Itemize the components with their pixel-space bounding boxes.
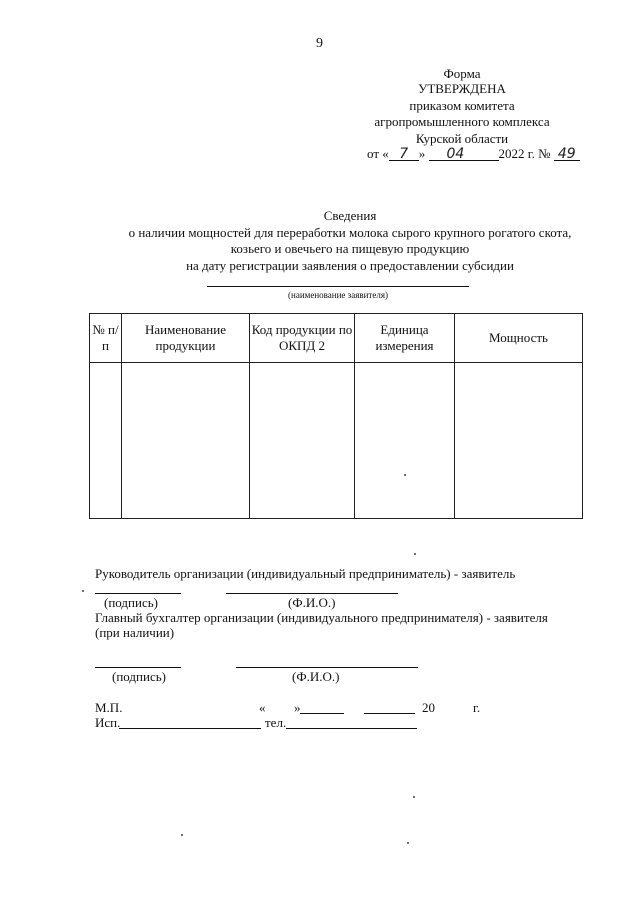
phone-label: тел. xyxy=(265,715,287,730)
accountant-fio-caption: (Ф.И.О.) xyxy=(292,669,340,684)
date-open-quote: « xyxy=(259,700,266,715)
table-cell[interactable] xyxy=(122,363,250,519)
table-row xyxy=(90,363,583,519)
doc-number-field xyxy=(554,146,580,161)
approval-line-1: приказом комитета xyxy=(409,98,515,113)
column-header-unit: Единица измерения xyxy=(355,314,455,363)
year-prefix: 20 xyxy=(422,700,435,715)
scan-speck xyxy=(181,834,183,836)
approval-line-2: агропромышленного комплекса xyxy=(374,114,550,129)
column-header-okpd-code: Код продукции по ОКПД 2 xyxy=(250,314,355,363)
head-signature-label: Руководитель организации (индивидуальный предприниматель) - заявитель xyxy=(95,566,516,581)
approval-line-3: Курской области xyxy=(415,131,509,146)
table-cell[interactable] xyxy=(250,363,355,519)
accountant-label-line-1: Главный бухгалтер организации (индивидуального предпринимателя) - заявителя xyxy=(95,610,548,625)
year-suffix: г. xyxy=(473,700,481,715)
table-header-row xyxy=(90,314,583,363)
phone-line xyxy=(286,728,417,729)
date-month-field xyxy=(429,146,499,161)
table-cell[interactable] xyxy=(355,363,455,519)
column-header-capacity: Мощность xyxy=(455,314,583,363)
table-cell[interactable] xyxy=(455,363,583,519)
date-prefix: от « xyxy=(367,146,389,161)
head-fio-line xyxy=(226,593,398,594)
date-year: 2022 г. № xyxy=(498,146,551,161)
form-label: Форма xyxy=(443,66,481,81)
doc-number-handwritten: 49 xyxy=(557,146,576,162)
scan-speck xyxy=(407,842,409,844)
capacity-table xyxy=(89,313,583,519)
applicant-name-line xyxy=(207,286,469,287)
scan-speck xyxy=(82,590,84,592)
date-month-blank xyxy=(300,713,344,714)
date-day-field xyxy=(389,146,419,161)
head-signature-caption: (подпись) xyxy=(104,595,158,610)
head-fio-caption: (Ф.И.О.) xyxy=(288,595,336,610)
column-header-number: № п/п xyxy=(90,314,122,363)
scan-speck xyxy=(413,796,415,798)
approval-date-line xyxy=(367,146,580,162)
accountant-signature-line xyxy=(95,667,181,668)
stamp-label: М.П. xyxy=(95,700,123,715)
applicant-caption: (наименование заявителя) xyxy=(288,290,388,300)
accountant-fio-line xyxy=(236,667,418,668)
accountant-signature-caption: (подпись) xyxy=(112,669,166,684)
approved-label: УТВЕРЖДЕНА xyxy=(418,81,506,96)
title-line-2: о наличии мощностей для переработки молока сырого крупного рогатого скота, xyxy=(128,225,572,240)
date-day-handwritten: 7 xyxy=(399,146,409,162)
accountant-label-line-2: (при наличии) xyxy=(95,625,175,640)
column-header-product-name: Наименование продукции xyxy=(122,314,250,363)
scan-speck xyxy=(414,553,416,555)
date-close-quote: » xyxy=(294,700,301,715)
executor-label: Исп. xyxy=(95,715,121,730)
date-mid: » xyxy=(418,146,426,161)
title-line-3: козьего и овечьего на пищевую продукцию xyxy=(230,241,470,256)
title-heading: Сведения xyxy=(323,208,377,223)
table-cell[interactable] xyxy=(90,363,122,519)
scan-speck xyxy=(404,474,406,476)
date-month-handwritten: 04 xyxy=(446,146,465,162)
title-line-4: на дату регистрации заявления о предоставлении субсидии xyxy=(186,258,514,273)
executor-line xyxy=(119,728,261,729)
date-extra-blank xyxy=(364,713,415,714)
page-number: 9 xyxy=(316,36,323,51)
head-signature-line xyxy=(95,593,181,594)
